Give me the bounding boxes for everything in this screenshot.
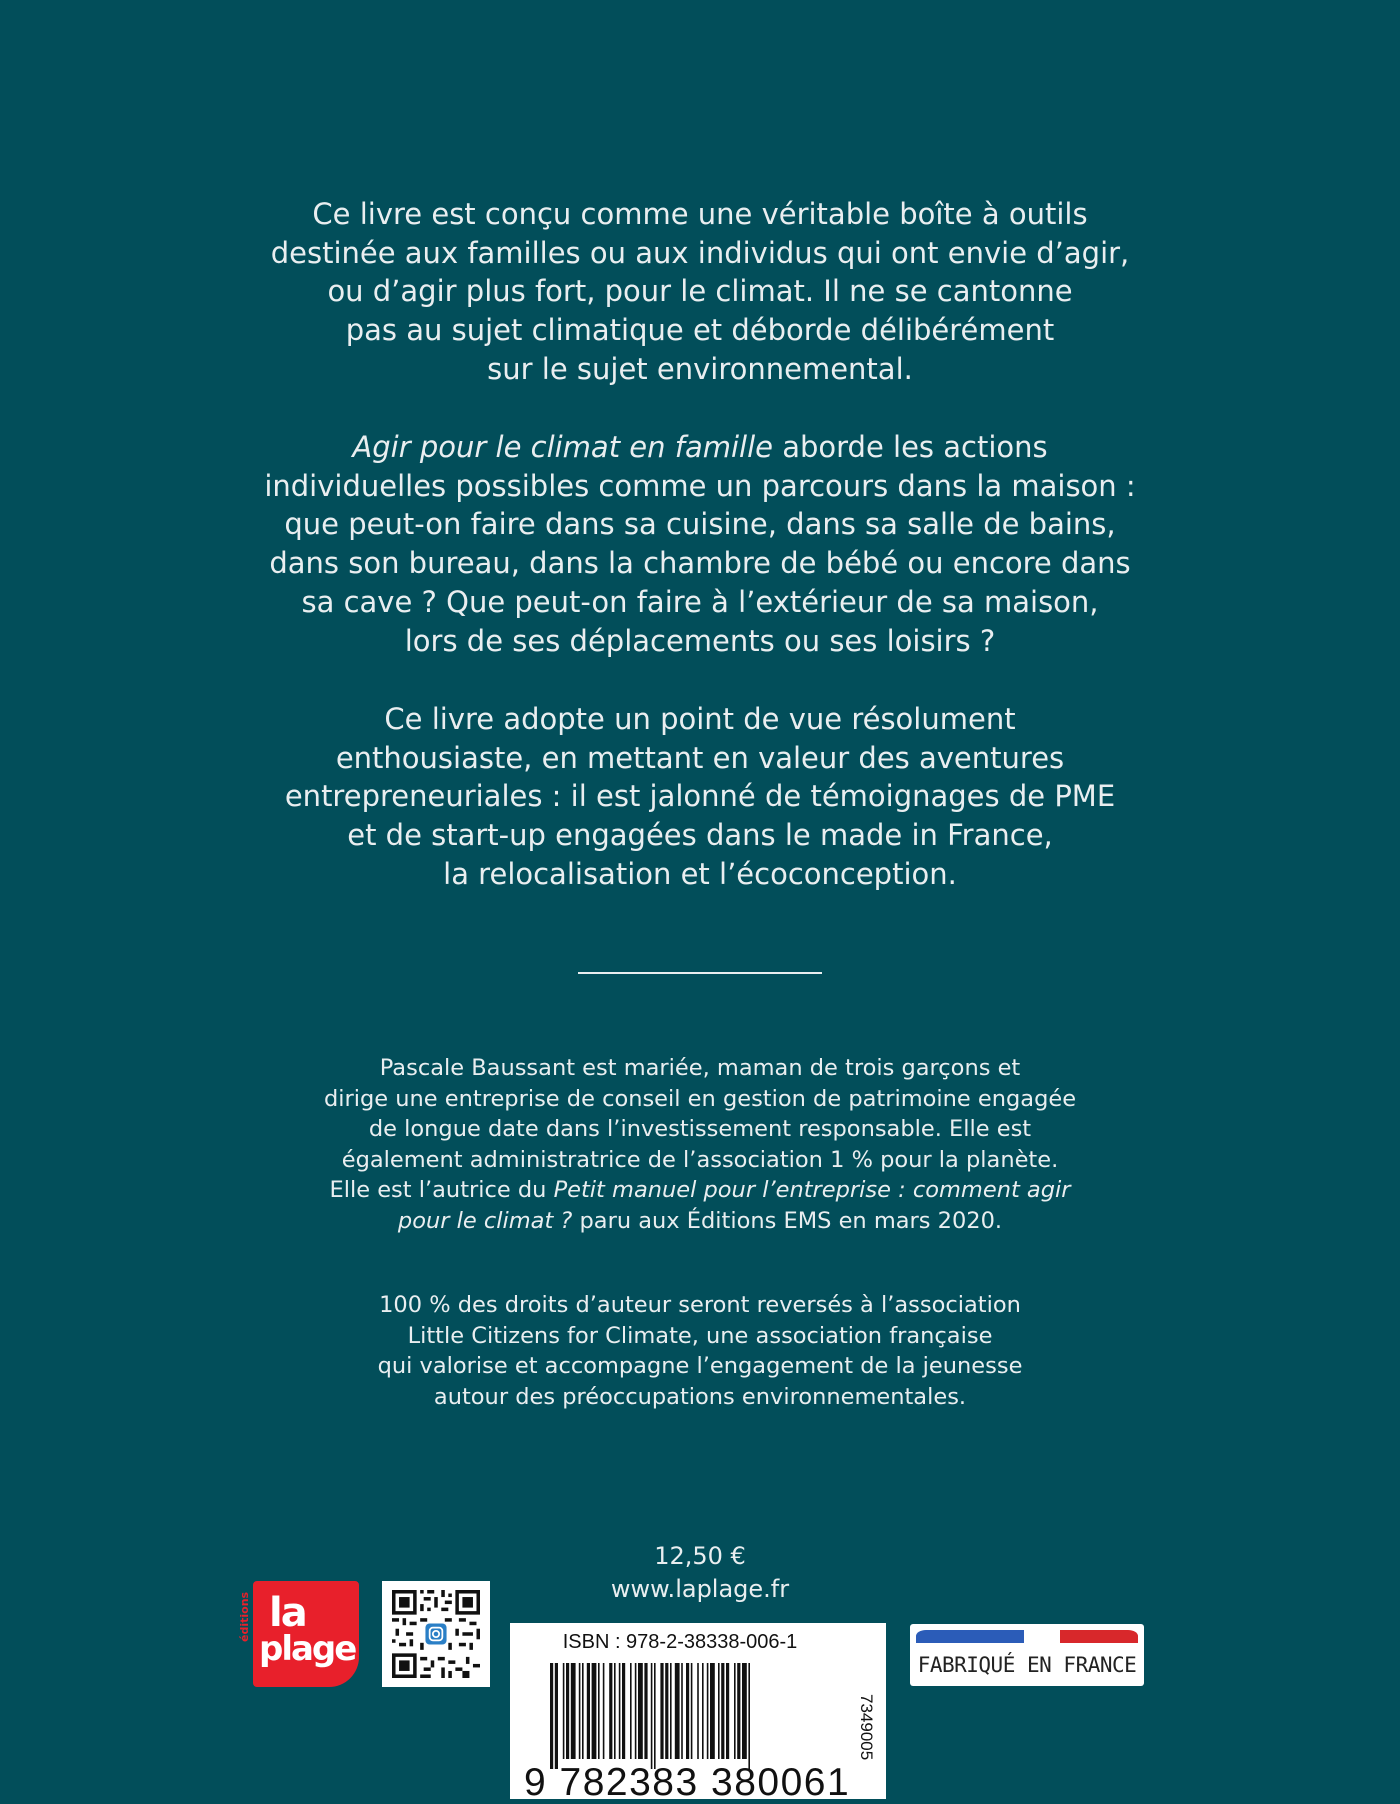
barcode-bar — [582, 1663, 584, 1759]
text-line: sa cave ? Que peut-on faire à l’extérieur de sa maison, — [301, 584, 1099, 619]
barcode-bar — [587, 1663, 590, 1759]
author-rights-note — [150, 1290, 1250, 1412]
barcode-bar — [665, 1663, 668, 1759]
barcode-bar — [734, 1663, 736, 1759]
text-line: destinée aux familles ou aux individus qui ont envie d’agir, — [270, 235, 1130, 270]
barcode-bar — [563, 1663, 565, 1759]
text-fragment: Elle est l’autrice du — [329, 1177, 554, 1204]
barcode-bar — [651, 1663, 653, 1769]
barcode-bar — [609, 1663, 612, 1759]
text-fragment: aborde les actions — [772, 430, 1048, 464]
barcode-bar — [721, 1663, 724, 1759]
text-line: dans son bureau, dans la chambre de bébé ou encore dans — [269, 546, 1131, 581]
barcode-addon: 7349005 — [857, 1693, 876, 1761]
text-line: autour des préoccupations environnementales. — [433, 1383, 967, 1410]
text-line: la relocalisation et l’écoconception. — [443, 856, 957, 891]
text-line: individuelles possibles comme un parcours dans la maison : — [264, 468, 1136, 503]
barcode-bar — [686, 1663, 689, 1759]
text-line: Pascale Baussant est mariée, maman de trois garçons et — [379, 1055, 1021, 1081]
barcode-bar — [614, 1663, 616, 1759]
text-line — [150, 1175, 1250, 1206]
text-line: ou d’agir plus fort, pour le climat. Il ne se cantonne — [327, 274, 1073, 309]
barcode-bar — [710, 1663, 715, 1759]
text-line: et de start-up engagées dans le made in France, — [347, 818, 1053, 853]
text-line: Ce livre adopte un point de vue résolument — [384, 702, 1016, 736]
barcode-bar — [718, 1663, 720, 1759]
website-link[interactable]: www.laplage.fr — [610, 1575, 790, 1603]
text-line: entrepreneuriales : il est jalonné de témoignages de PME — [284, 779, 1116, 814]
barcode-bar — [571, 1663, 576, 1759]
barcode-bar — [675, 1663, 680, 1759]
book-title: Petit manuel pour l’entreprise : comment agir — [553, 1177, 1071, 1204]
barcode-digits: 9 782383 380061 — [524, 1761, 851, 1804]
barcode-bar — [748, 1663, 750, 1769]
text-line: Little Citizens for Climate, une association française — [407, 1322, 993, 1349]
text-line — [150, 1206, 1250, 1237]
blurb-paragraph-1 — [150, 195, 1250, 389]
isbn-label: ISBN : 978-2-38338-006-1 — [562, 1631, 798, 1653]
barcode-bar — [702, 1663, 704, 1759]
publisher-logo — [253, 1581, 359, 1687]
text-line: sur le sujet environnemental. — [487, 351, 913, 386]
text-line: lors de ses déplacements ou ses loisirs ? — [404, 623, 996, 658]
publisher-editions-label: éditions — [238, 1591, 251, 1643]
qr-code-icon — [392, 1590, 480, 1678]
made-in-france-label — [910, 1624, 1144, 1686]
barcode-bar — [566, 1663, 569, 1759]
flag-blue-stripe — [916, 1630, 1024, 1643]
barcode-bars-icon — [550, 1663, 840, 1769]
barcode-panel — [510, 1623, 886, 1804]
barcode-bar — [691, 1663, 693, 1759]
barcode-bar — [737, 1663, 740, 1759]
text-line — [150, 428, 1250, 467]
barcode-bar — [681, 1663, 683, 1759]
text-line: Ce livre est conçu comme une véritable boîte à outils — [312, 197, 1088, 231]
text-line: 100 % des droits d’auteur seront reversés à l’association — [379, 1292, 1021, 1318]
barcode-bar — [598, 1663, 600, 1759]
text-line: qui valorise et accompagne l’engagement de la jeunesse — [377, 1353, 1023, 1380]
text-line: pas au sujet climatique et déborde délibérément — [345, 313, 1055, 348]
made-in-france-text: FABRIQUÉ EN FRANCE — [917, 1653, 1137, 1677]
barcode-bar — [660, 1663, 663, 1759]
barcode-bar — [697, 1663, 699, 1759]
author-bio — [150, 1053, 1250, 1237]
flag-red-stripe — [1060, 1630, 1138, 1643]
price: 12,50 € — [654, 1542, 746, 1570]
barcode-bar — [635, 1663, 637, 1759]
text-line: dirige une entreprise de conseil en gestion de patrimoine engagée — [323, 1085, 1077, 1112]
text-line: également administratrice de l’association 1 % pour la planète. — [341, 1146, 1059, 1173]
barcode-bar — [638, 1663, 643, 1759]
text-line: de longue date dans l’investissement responsable. Elle est — [368, 1116, 1032, 1143]
barcode-bar — [579, 1663, 581, 1759]
barcode-bar — [644, 1663, 647, 1759]
divider — [578, 972, 822, 974]
barcode-bar — [654, 1663, 656, 1769]
blurb-paragraph-3 — [150, 700, 1250, 894]
barcode-bar — [622, 1663, 625, 1759]
blurb-paragraph-2 — [150, 428, 1250, 660]
barcode-bar — [726, 1663, 729, 1759]
barcode-bar — [742, 1663, 747, 1759]
text-line: que peut-on faire dans sa cuisine, dans sa salle de bains, — [284, 507, 1116, 542]
text-line: enthousiaste, en mettant en valeur des aventures — [335, 740, 1065, 775]
barcode-bar — [707, 1663, 709, 1759]
book-title: Agir pour le climat en famille — [352, 430, 773, 464]
barcode-bar — [550, 1663, 553, 1769]
text-fragment: paru aux Éditions EMS en mars 2020. — [572, 1207, 1003, 1234]
book-title: pour le climat ? — [397, 1207, 573, 1234]
barcode-bar — [670, 1663, 672, 1759]
logo-text-plage: plage — [259, 1629, 356, 1669]
logo-text-la: la — [269, 1590, 306, 1636]
barcode-bar — [619, 1663, 621, 1759]
qr-code[interactable] — [382, 1581, 490, 1687]
barcode-bar — [630, 1663, 632, 1759]
barcode-bar — [603, 1663, 605, 1759]
barcode-bar — [592, 1663, 597, 1759]
barcode-bar — [555, 1663, 558, 1769]
